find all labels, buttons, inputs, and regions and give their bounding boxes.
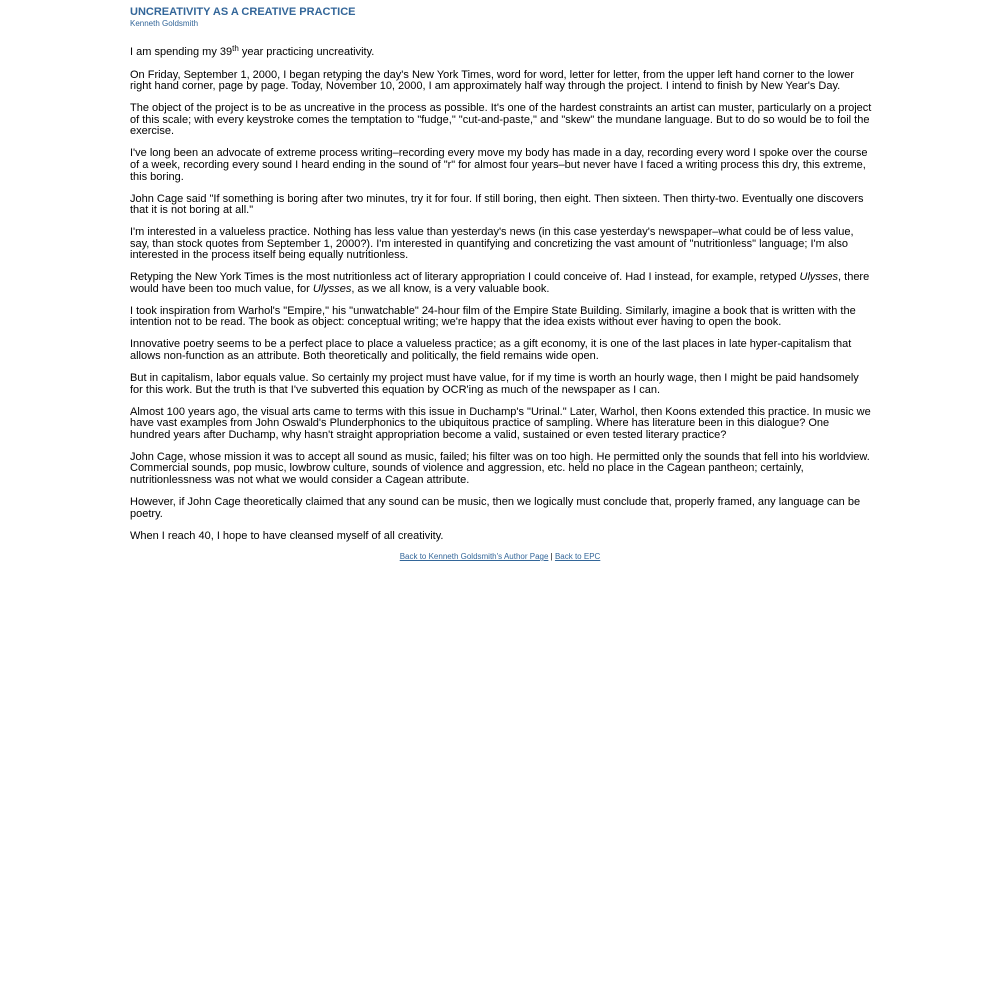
- paragraph-14: When I reach 40, I hope to have cleansed myself of all creativity.: [130, 529, 444, 542]
- paragraph-1-text-a: I am spending my 39: [130, 46, 233, 58]
- paragraph-13: However, if John Cage theoretically claimed that any sound can be music, then we logically must conclude that, properly framed, any language can be poetry.: [130, 495, 861, 520]
- page-title: UNCREATIVITY AS A CREATIVE PRACTICE: [130, 6, 356, 18]
- paragraph-7: [130, 272, 872, 295]
- book-title-ulysses: Ulysses: [312, 282, 352, 295]
- book-title-ulysses: Ulysses: [799, 271, 839, 284]
- paragraph-7-text-c: , as we all know, is a very valuable book.: [351, 282, 550, 295]
- author-name: Kenneth Goldsmith: [130, 19, 199, 28]
- paragraph-12: John Cage, whose mission it was to accept all sound as music, failed; his filter was on too high. He permitted only the sounds that fell into his worldview. Commercial sounds, pop music, lowbrow culture, sounds of violence and aggression, etc. held no place in the Cagean pantheon; certainly, nutritionlessness was not what we would consider a Cagean attribute.: [130, 450, 870, 486]
- paragraph-1: [130, 44, 872, 59]
- paragraph-5: John Cage said "If something is boring after two minutes, try it for four. If still boring, then eight. Then sixteen. Then thirty-two. Eventually one discovers that it is not boring at all.": [130, 192, 864, 217]
- author-page-link[interactable]: Back to Kenneth Goldsmith's Author Page: [399, 552, 549, 561]
- paragraph-2: On Friday, September 1, 2000, I began retyping the day's New York Times, word for word, letter for letter, from the upper left hand corner to the lower right hand corner, page by page. Today, November 10, 2000, I am approximately half way through the project. I intend to finish by New Year's Day.: [130, 68, 854, 93]
- paragraph-1-text-b: year practicing uncreativity.: [238, 46, 375, 58]
- paragraph-10: But in capitalism, labor equals value. So certainly my project must have value, for if my time is worth an hourly wage, then I might be paid handsomely for this work. But the truth is that I've subverted this equation by OCR'ing as much of the newspaper as I can.: [130, 372, 859, 396]
- paragraph-8: I took inspiration from Warhol's "Empire," his "unwatchable" 24-hour film of the Empire State Building. Similarly, imagine a book that is written with the intention not to be read. The book as object: conceptual writing; we're happy that the idea exists without ever having to open the book.: [130, 304, 856, 329]
- paragraph-9: Innovative poetry seems to be a perfect place to place a valueless practice; as a gift economy, it is one of the last places in late hyper-capitalism that allows non-function as an attribute. Both theoretically and politically, the field remains wide open.: [130, 338, 852, 363]
- paragraph-11: Almost 100 years ago, the visual arts came to terms with this issue in Duchamp's "Urinal." Later, Warhol, then Koons extended this practice. In music we have vast examples from John Oswald's Plunderphonics to the ubiquitous practice of sampling. Where has literature been in this dialogue? One hundred years after Duchamp, why hasn't straight appropriation become a valid, sustained or even tested literary practice?: [130, 405, 871, 441]
- paragraph-4: I've long been an advocate of extreme process writing–recording every move my body has made in a day, recording every word I spoke over the course of a week, recording every sound I heard ending in the sound of "r" for almost four years–but never have I faced a writing process this dry, this extreme, this boring.: [130, 147, 868, 183]
- back-to-epc-link[interactable]: Back to EPC: [554, 552, 601, 561]
- footer-nav: [0, 552, 1000, 562]
- paragraph-7-text-b: , there would have been too much value, for: [130, 271, 870, 295]
- link-separator: |: [548, 552, 555, 561]
- article: [130, 5, 872, 552]
- ordinal-suffix: th: [232, 44, 239, 53]
- paragraph-3: The object of the project is to be as uncreative in the process as possible. It's one of the hardest constraints an artist can muster, particularly on a project of this scale; with every keystroke comes the temptation to "fudge," "cut-and-paste," and "skew" the mundane language. But to do so would be to foil the exercise.: [130, 102, 872, 138]
- paragraph-6: I'm interested in a valueless practice. Nothing has less value than yesterday's news (in this case yesterday's newspaper–what could be of less value, say, than stock quotes from September 1, 2000?). I'm interested in quantifying and concretizing the vast amount of "nutritionless" language; I'm also interested in the process itself being equally nutritionless.: [130, 226, 854, 262]
- paragraph-7-text-a: Retyping the New York Times is the most nutritionless act of literary appropriation I could conceive of. Had I instead, for example, retyped: [130, 271, 800, 284]
